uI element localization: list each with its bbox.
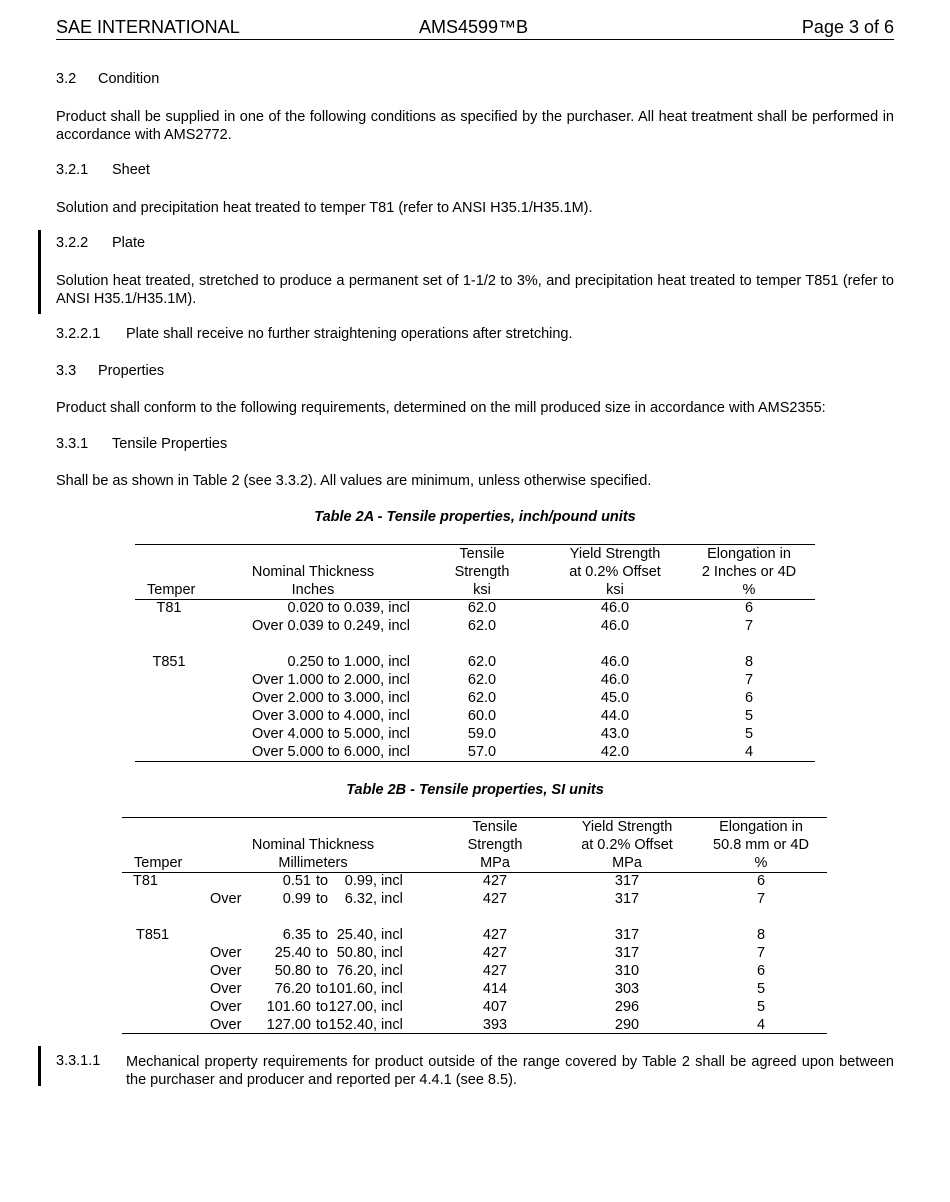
table-2b-cell-elongation: 6 (756, 873, 766, 889)
table-2b-cell-tensile: 427 (482, 945, 508, 961)
table-2b-cell-elongation: 6 (756, 963, 766, 979)
section-3-3-1-title: Tensile Properties (112, 436, 228, 452)
table-2b-cell-to: 101.60 (328, 981, 373, 997)
table-2a-header-thickness: Nominal Thickness (251, 564, 375, 580)
table-2b-cell-from: 127.00 (266, 1017, 311, 1033)
table-2b-header-temper: Temper (134, 855, 183, 871)
table-2a-cell-tensile: 59.0 (467, 726, 497, 742)
table-2b-cell-temper: T81 (133, 873, 158, 889)
table-2b-cell-over: Over (210, 999, 242, 1015)
section-3-2-1-text: Solution and precipitation heat treated to temper T81 (refer to ANSI H35.1/H35.1M). (56, 200, 593, 216)
table-2b-top-rule (122, 817, 827, 818)
table-2b-bottom-rule (122, 1033, 827, 1034)
revision-bar (38, 230, 41, 314)
table-2a-cell-thickness: Over 1.000 to 2.000, incl (252, 672, 410, 688)
table-2a-header-tensile: ksi (473, 582, 491, 598)
table-2b-cell-to: 152.40 (328, 1017, 373, 1033)
table-2b-cell-elongation: 7 (756, 945, 766, 961)
section-3-3-number: 3.3 (56, 363, 77, 379)
table-2b-cell-to-word: to (316, 873, 329, 889)
section-3-2-2-1-number: 3.2.2.1 (56, 326, 101, 342)
section-3-2-1-number: 3.2.1 (56, 162, 89, 178)
table-2a-cell-elongation: 5 (744, 726, 754, 742)
table-2b-cell-over: Over (210, 981, 242, 997)
table-2a-header-elongation: % (742, 582, 756, 598)
table-2b-cell-tensile: 393 (482, 1017, 508, 1033)
table-2a-cell-thickness: Over 3.000 to 4.000, incl (252, 708, 410, 724)
table-2b-header-thickness: Millimeters (278, 855, 348, 871)
table-2a-cell-elongation: 8 (744, 654, 754, 670)
page-header (56, 17, 894, 40)
table-2a-cell-thickness: Over 5.000 to 6.000, incl (252, 744, 410, 760)
table-2b-cell-tensile: 427 (482, 963, 508, 979)
table-2b-cell-over: Over (210, 891, 242, 907)
table-2b-cell-elongation: 8 (756, 927, 766, 943)
table-2b-cell-to-word: to (316, 963, 329, 979)
table-2a-cell-yield: 46.0 (600, 600, 630, 616)
table-2a-top-rule (135, 544, 815, 545)
table-2b-header-yield: MPa (612, 855, 642, 871)
table-2b-cell-yield: 296 (614, 999, 640, 1015)
section-3-3-text: Product shall conform to the following requirements, determined on the mill produced size in accordance with AMS2355: (56, 400, 826, 416)
table-2a-cell-tensile: 62.0 (467, 618, 497, 634)
table-2a-cell-yield: 46.0 (600, 618, 630, 634)
table-2b-cell-elongation: 5 (756, 981, 766, 997)
table-2b-cell-to: 0.99 (344, 873, 373, 889)
header-org: SAE INTERNATIONAL (56, 17, 240, 37)
table-2b-cell-from: 76.20 (274, 981, 311, 997)
table-2a-cell-thickness: 0.020 to 0.039, incl (287, 600, 410, 616)
table-2a-cell-thickness: Over 2.000 to 3.000, incl (252, 690, 410, 706)
table-2b-cell-from: 0.51 (282, 873, 311, 889)
table-2b-cell-incl: , incl (373, 999, 403, 1015)
section-3-3-1-1-number: 3.3.1.1 (56, 1053, 101, 1069)
table-2b-cell-to-word: to (316, 891, 329, 907)
table-2a-cell-tensile: 62.0 (467, 672, 497, 688)
section-3-2-number: 3.2 (56, 71, 77, 87)
table-2b-cell-incl: , incl (373, 963, 403, 979)
table-2b-cell-yield: 290 (614, 1017, 640, 1033)
table-2b-cell-to: 6.32 (344, 891, 373, 907)
table-2b-header-elongation: Elongation in (719, 819, 803, 835)
table-2a-cell-tensile: 62.0 (467, 600, 497, 616)
table-2b-cell-over: Over (210, 1017, 242, 1033)
table-2b-cell-to-word: to (316, 945, 329, 961)
table-2a-cell-tensile: 60.0 (467, 708, 497, 724)
table-2b-header-elongation: % (754, 855, 768, 871)
table-2a-caption: Table 2A - Tensile properties, inch/pound units (314, 509, 636, 525)
table-2a-cell-thickness: Over 0.039 to 0.249, incl (252, 618, 410, 634)
table-2a-cell-elongation: 6 (744, 600, 754, 616)
table-2a-cell-yield: 45.0 (600, 690, 630, 706)
table-2b-cell-incl: , incl (373, 891, 403, 907)
table-2b-cell-to-word: to (316, 999, 329, 1015)
table-2a-cell-tensile: 62.0 (467, 654, 497, 670)
section-3-2-1-title: Sheet (112, 162, 150, 178)
table-2b-cell-temper: T851 (136, 927, 170, 943)
table-2a-header-yield: ksi (606, 582, 624, 598)
section-3-2-title: Condition (98, 71, 160, 87)
table-2b-cell-tensile: 427 (482, 927, 508, 943)
section-3-2-2-1-text: Plate shall receive no further straightening operations after stretching. (126, 326, 573, 342)
table-2b-cell-elongation: 5 (756, 999, 766, 1015)
table-2b-cell-incl: , incl (373, 1017, 403, 1033)
table-2b-cell-tensile: 407 (482, 999, 508, 1015)
table-2b-cell-yield: 303 (614, 981, 640, 997)
table-2a-cell-temper: T81 (156, 600, 182, 616)
table-2a-cell-elongation: 4 (744, 744, 754, 760)
table-2a-cell-elongation: 6 (744, 690, 754, 706)
table-2b-cell-to: 25.40 (336, 927, 373, 943)
table-2b-cell-to-word: to (316, 927, 329, 943)
table-2b-cell-from: 25.40 (274, 945, 311, 961)
table-2b-header-elongation: 50.8 mm or 4D (713, 837, 809, 853)
table-2a-header-tensile: Strength (454, 564, 510, 580)
section-3-3-1-1-text: Mechanical property requirements for product outside of the range covered by Table 2 shall be agreed upon between the purchaser and producer and reported per 4.4.1 (see 8.5). (126, 1054, 894, 1088)
table-2a-header-thickness: Inches (291, 582, 335, 598)
table-2a-header-yield: at 0.2% Offset (569, 564, 661, 580)
table-2b-cell-elongation: 4 (756, 1017, 766, 1033)
table-2a-header-elongation: 2 Inches or 4D (701, 564, 797, 580)
table-2a-cell-temper: T851 (152, 654, 186, 670)
table-2b-cell-from: 101.60 (266, 999, 311, 1015)
table-2b-cell-to-word: to (316, 981, 329, 997)
section-3-2-2-title: Plate (112, 235, 146, 251)
table-2a-cell-elongation: 7 (744, 672, 754, 688)
section-3-2-2-number: 3.2.2 (56, 235, 89, 251)
table-2a-header-temper: Temper (147, 582, 196, 598)
table-2b-header-thickness: Nominal Thickness (251, 837, 375, 853)
table-2b-cell-tensile: 427 (482, 891, 508, 907)
table-2b-cell-to: 76.20 (336, 963, 373, 979)
table-2a-cell-yield: 46.0 (600, 654, 630, 670)
table-2b-cell-incl: , incl (373, 981, 403, 997)
table-2a-cell-tensile: 57.0 (467, 744, 497, 760)
table-2b-cell-yield: 310 (614, 963, 640, 979)
table-2a-cell-yield: 43.0 (600, 726, 630, 742)
table-2a-cell-thickness: 0.250 to 1.000, incl (287, 654, 410, 670)
table-2b-cell-yield: 317 (614, 945, 640, 961)
section-3-2-text: Product shall be supplied in one of the following conditions as specified by the purchaser. All heat treatment shall be performed in accordance with AMS2772. (56, 109, 894, 143)
table-2b-cell-tensile: 414 (482, 981, 508, 997)
table-2a-cell-thickness: Over 4.000 to 5.000, incl (252, 726, 410, 742)
table-2b-cell-incl: , incl (373, 873, 403, 889)
table-2b-cell-from: 50.80 (274, 963, 311, 979)
table-2a-header-tensile: Tensile (459, 546, 505, 562)
section-3-3-1-text: Shall be as shown in Table 2 (see 3.3.2). All values are minimum, unless otherwise specified. (56, 473, 652, 489)
table-2b-header-tensile: Strength (467, 837, 523, 853)
table-2b-cell-incl: , incl (373, 927, 403, 943)
table-2b-cell-from: 6.35 (282, 927, 311, 943)
table-2b-cell-yield: 317 (614, 873, 640, 889)
table-2a-cell-yield: 42.0 (600, 744, 630, 760)
table-2a-cell-yield: 46.0 (600, 672, 630, 688)
table-2a-cell-tensile: 62.0 (467, 690, 497, 706)
revision-bar (38, 1046, 41, 1086)
table-2a-cell-elongation: 5 (744, 708, 754, 724)
section-3-3-title: Properties (98, 363, 165, 379)
table-2b-header-tensile: Tensile (472, 819, 518, 835)
table-2b-cell-from: 0.99 (282, 891, 311, 907)
section-3-3-1-number: 3.3.1 (56, 436, 89, 452)
table-2a-cell-yield: 44.0 (600, 708, 630, 724)
table-2b-cell-to-word: to (316, 1017, 329, 1033)
table-2b-header-yield: at 0.2% Offset (581, 837, 673, 853)
table-2b-caption: Table 2B - Tensile properties, SI units (346, 782, 604, 798)
table-2a-cell-elongation: 7 (744, 618, 754, 634)
table-2a-header-elongation: Elongation in (707, 546, 791, 562)
table-2b-cell-incl: , incl (373, 945, 403, 961)
table-2b-cell-over: Over (210, 963, 242, 979)
table-2b-cell-elongation: 7 (756, 891, 766, 907)
table-2b-cell-tensile: 427 (482, 873, 508, 889)
table-2b-cell-to: 127.00 (328, 999, 373, 1015)
table-2b-cell-yield: 317 (614, 891, 640, 907)
table-2b-header-tensile: MPa (480, 855, 510, 871)
table-2a-bottom-rule (135, 761, 815, 762)
table-2b-cell-over: Over (210, 945, 242, 961)
header-page-number: Page 3 of 6 (801, 17, 894, 37)
table-2b-header-yield: Yield Strength (581, 819, 673, 835)
table-2b-cell-yield: 317 (614, 927, 640, 943)
header-doc-number: AMS4599™B (419, 17, 529, 37)
table-2a-header-yield: Yield Strength (569, 546, 661, 562)
table-2b-cell-to: 50.80 (336, 945, 373, 961)
section-3-2-2-text: Solution heat treated, stretched to produce a permanent set of 1-1/2 to 3%, and precipitation heat treated to temper T851 (refer to ANSI H35.1/H35.1M). (56, 273, 894, 307)
